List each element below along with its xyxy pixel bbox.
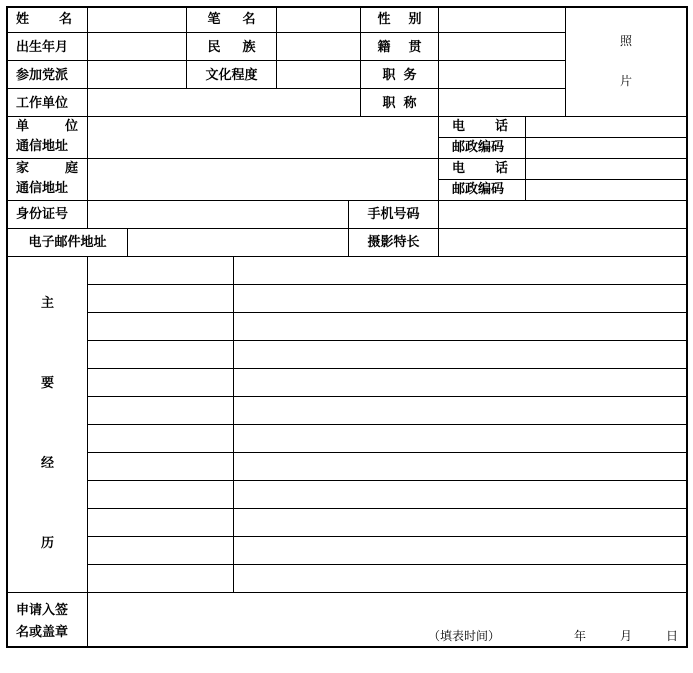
photo-char-2: 片 bbox=[619, 74, 632, 88]
ethnicity-label bbox=[187, 38, 276, 58]
date-hint bbox=[428, 628, 508, 644]
position-field[interactable] bbox=[439, 61, 565, 88]
experience-char-4 bbox=[8, 534, 87, 554]
home-address-label-line1 bbox=[16, 160, 78, 178]
experience-period-field[interactable] bbox=[88, 369, 233, 396]
work-address-label-line1 bbox=[16, 118, 78, 136]
mobile-field[interactable] bbox=[439, 201, 686, 228]
signature-text-1: 申请入签 bbox=[16, 603, 69, 618]
experience-detail-field[interactable] bbox=[234, 425, 686, 452]
experience-detail-field[interactable] bbox=[234, 313, 686, 340]
mobile-label bbox=[349, 206, 438, 224]
experience-period-field[interactable] bbox=[88, 313, 233, 340]
home-char-1: 家 bbox=[16, 161, 30, 176]
work-address-label-line2 bbox=[16, 138, 86, 156]
ethnicity-label-text: 民族 bbox=[207, 40, 278, 55]
work-phone-text: 电话 bbox=[452, 119, 539, 134]
education-label bbox=[187, 66, 276, 86]
signature-label-line1 bbox=[16, 602, 86, 620]
experience-period-field[interactable] bbox=[88, 565, 233, 592]
birth-label bbox=[16, 38, 86, 58]
work-phone-label bbox=[452, 118, 539, 136]
frame-bottom bbox=[6, 646, 688, 648]
home-address-label-line2 bbox=[16, 180, 86, 198]
title-label-text: 职称 bbox=[382, 96, 425, 111]
experience-detail-field[interactable] bbox=[234, 537, 686, 564]
signature-field[interactable] bbox=[88, 593, 686, 646]
experience-detail-field[interactable] bbox=[234, 509, 686, 536]
pen-name-label bbox=[187, 10, 276, 30]
name-field[interactable] bbox=[88, 8, 186, 32]
work-char-2: 位 bbox=[64, 119, 78, 134]
experience-period-field[interactable] bbox=[88, 481, 233, 508]
specialty-label bbox=[349, 234, 438, 252]
experience-detail-field[interactable] bbox=[234, 285, 686, 312]
work-postcode-text: 邮政编码 bbox=[452, 140, 505, 155]
experience-char-text-3: 经 bbox=[40, 456, 54, 471]
experience-detail-field[interactable] bbox=[234, 369, 686, 396]
experience-char-2 bbox=[8, 374, 87, 394]
month-text: 月 bbox=[620, 629, 633, 643]
experience-period-field[interactable] bbox=[88, 453, 233, 480]
work-address-text: 通信地址 bbox=[16, 139, 69, 154]
experience-detail-field[interactable] bbox=[234, 341, 686, 368]
photo-box[interactable] bbox=[566, 8, 686, 116]
birth-field[interactable] bbox=[88, 33, 186, 60]
native-place-label-text: 籍贯 bbox=[377, 40, 440, 55]
home-phone-text: 电话 bbox=[452, 161, 539, 176]
home-postcode-field[interactable] bbox=[526, 180, 686, 200]
name-label bbox=[16, 10, 103, 30]
pen-name-field[interactable] bbox=[277, 8, 360, 32]
experience-detail-field[interactable] bbox=[234, 481, 686, 508]
experience-detail-field[interactable] bbox=[234, 257, 686, 284]
gender-label bbox=[361, 10, 438, 30]
year-text: 年 bbox=[574, 629, 587, 643]
specialty-label-text: 摄影特长 bbox=[367, 235, 420, 250]
home-postcode-label bbox=[452, 181, 524, 199]
rule bbox=[438, 116, 439, 200]
birth-label-text: 出生年月 bbox=[16, 40, 69, 55]
home-address-field[interactable] bbox=[88, 159, 438, 200]
name-label-text: 姓名 bbox=[16, 12, 103, 27]
home-char-2: 庭 bbox=[64, 161, 78, 176]
work-address-field[interactable] bbox=[88, 117, 438, 158]
work-phone-field[interactable] bbox=[526, 117, 686, 137]
signature-label-line2 bbox=[16, 624, 86, 642]
home-address-text: 通信地址 bbox=[16, 181, 69, 196]
education-field[interactable] bbox=[277, 61, 360, 88]
photo-char-1: 照 bbox=[619, 34, 632, 48]
experience-period-field[interactable] bbox=[88, 425, 233, 452]
employer-label-text: 工作单位 bbox=[16, 96, 69, 111]
experience-period-field[interactable] bbox=[88, 509, 233, 536]
email-label-text: 电子邮件地址 bbox=[28, 235, 107, 250]
email-field[interactable] bbox=[128, 229, 348, 256]
experience-detail-field[interactable] bbox=[234, 565, 686, 592]
position-label bbox=[361, 66, 438, 86]
specialty-field[interactable] bbox=[439, 229, 686, 256]
employer-field[interactable] bbox=[88, 89, 360, 116]
experience-period-field[interactable] bbox=[88, 257, 233, 284]
day-label bbox=[666, 628, 680, 644]
education-label-text: 文化程度 bbox=[205, 68, 258, 83]
experience-char-text-1: 主 bbox=[40, 296, 54, 311]
work-postcode-label bbox=[452, 139, 524, 157]
work-char-1: 单 bbox=[16, 119, 30, 134]
ethnicity-field[interactable] bbox=[277, 33, 360, 60]
month-label bbox=[620, 628, 634, 644]
title-label bbox=[361, 94, 438, 114]
id-field[interactable] bbox=[88, 201, 348, 228]
year-label bbox=[574, 628, 588, 644]
experience-char-text-2: 要 bbox=[40, 376, 54, 391]
experience-detail-field[interactable] bbox=[234, 453, 686, 480]
work-postcode-field[interactable] bbox=[526, 138, 686, 158]
position-label-text: 职务 bbox=[382, 68, 425, 83]
experience-period-field[interactable] bbox=[88, 537, 233, 564]
date-hint-text: （填表时间） bbox=[428, 629, 501, 643]
experience-period-field[interactable] bbox=[88, 397, 233, 424]
home-phone-field[interactable] bbox=[526, 159, 686, 179]
party-label-text: 参加党派 bbox=[16, 68, 69, 83]
home-phone-label bbox=[452, 160, 539, 178]
title-field[interactable] bbox=[439, 89, 565, 116]
native-place-field[interactable] bbox=[439, 33, 565, 60]
email-label bbox=[8, 234, 127, 252]
photo-text-2 bbox=[566, 72, 686, 90]
day-text: 日 bbox=[666, 629, 679, 643]
pen-name-label-text: 笔名 bbox=[207, 12, 278, 27]
mobile-label-text: 手机号码 bbox=[367, 207, 420, 222]
gender-label-text: 性别 bbox=[377, 12, 440, 27]
signature-text-2: 名或盖章 bbox=[16, 625, 69, 640]
experience-char-3 bbox=[8, 454, 87, 474]
frame-right bbox=[686, 6, 688, 648]
experience-detail-field[interactable] bbox=[234, 397, 686, 424]
party-field[interactable] bbox=[88, 61, 186, 88]
experience-char-1 bbox=[8, 294, 87, 314]
experience-char-text-4: 历 bbox=[40, 536, 54, 551]
id-label bbox=[16, 206, 86, 224]
party-label bbox=[16, 66, 86, 86]
employer-label bbox=[16, 94, 86, 114]
home-postcode-text: 邮政编码 bbox=[452, 182, 505, 197]
experience-period-field[interactable] bbox=[88, 341, 233, 368]
native-place-label bbox=[361, 38, 438, 58]
photo-text-1 bbox=[566, 32, 686, 50]
gender-field[interactable] bbox=[439, 8, 565, 32]
id-label-text: 身份证号 bbox=[16, 207, 69, 222]
experience-period-field[interactable] bbox=[88, 285, 233, 312]
